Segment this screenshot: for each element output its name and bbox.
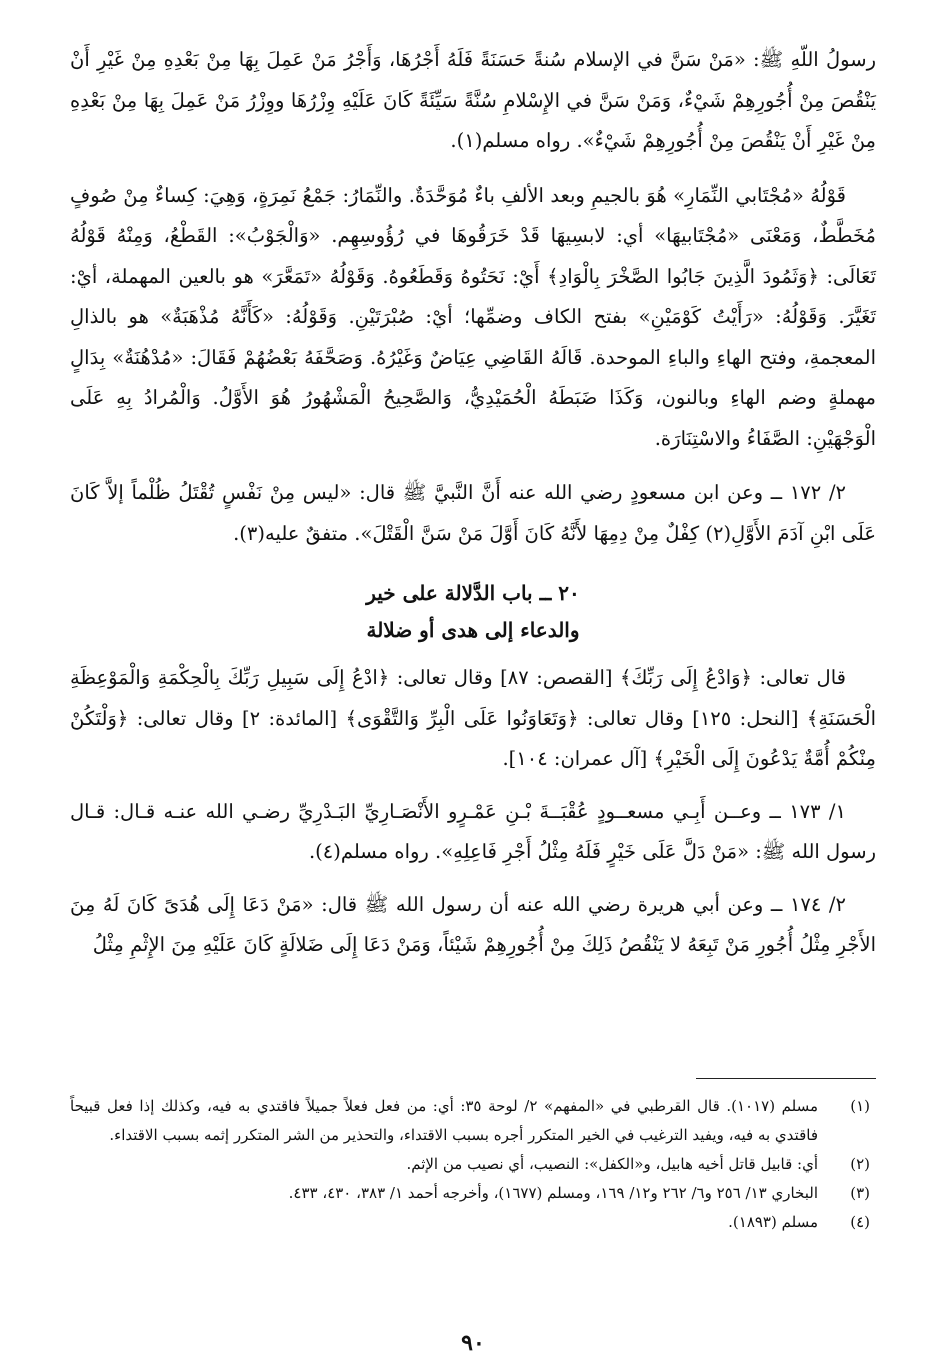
commentary-paragraph: قَوْلُهُ «مُجْتَابي النِّمَارِ» هُوَ بالجيمِ وبعد الألفِ باءٌ مُوَحَّدَةٌ. والنِّمَارُ: جَمْعُ نَمِرَةٍ، وَهِيَ: كِساءٌ مِنْ صُوفٍ مُخَطَّطٌ، وَمَعْنَى «مُجْتَابيهَا» أي: لابسِيهَا قَدْ خَرَقُوهَا في رُؤُوسِهِم. «وَالْجَوْبُ»: القَطْعُ، وَمِنْهُ قَوْلُهُ تَعَالَى: ﴿وَثَمُودَ الَّذِينَ جَابُوا الصَّخْرَ بِالْوَادِ﴾ أَيْ: نَحَتُوهُ وَقَطَعُوهُ. وَقَوْلُهُ «تَمَعَّرَ» هو بالعين المهملة، أيْ: تَغَيَّرَ. وَقَوْلُهُ: «رَأَيْتُ كَوْمَيْنِ» بفتح الكاف وضمِّها؛ أيْ: صُبْرَتَيْنِ. وَقَوْلُهُ: «كَأَنَّهُ مُذْهَبَةٌ» هو بالذالِ المعجمةِ، وفتح الهاءِ والباءِ الموحدة. قَالَهُ القَاضِي عِيَاضٌ وَغَيْرُهُ. وَصَحَّفَهُ بَعْضُهُمْ فَقَالَ: «مُدْهُنَةٌ» بِدَالٍ مهملةٍ وضم الهاءِ وبالنون، وَكَذَا ضَبَطَهُ الْحُمَيْدِيُّ، وَالصَّحِيحُ الْمَشْهُورُ هُوَ الأَوَّلُ. وَالْمُرادُ بِهِ عَلَى الْوَجْهَيْنِ: الصَّفَاءُ والاسْتِنَارَة. [70, 183, 876, 450]
footnote-item [70, 1092, 876, 1150]
chapter-title: ٢٠ ــ باب الدَّلالة على خير [366, 581, 580, 605]
footnote-number: (١) [850, 1097, 870, 1115]
chapter-subtitle: والدعاء إلى هدى أو ضلالة [366, 618, 580, 642]
footnote-text: مسلم (١٠١٧). قال القرطبي في «المفهم» ٢/ لوحة ٣٥: أي: من فعل فعلاً جميلاً فاقتدي به فيه، وكذلك إذا فعل قبيحاً فاقتدي به فيه، ويفيد الترغيب في الخير المتكرر أجره بسبب الاقتداء، والتحذير من الشر المتكرر إثمه بسبب الاقتداء. [70, 1097, 818, 1144]
footnote-item [70, 1179, 876, 1208]
footnote-text: البخاري ١٣/ ٢٥٦ و٦/ ٢٦٢ و١٢/ ١٦٩، ومسلم (١٦٧٧)، وأخرجه أحمد ١/ ٣٨٣، ٤٣٠، ٤٣٣. [288, 1184, 818, 1202]
hadith-174-paragraph: ٢/ ١٧٤ ــ وعن أبي هريرة رضي الله عنه أن رسول الله ﷺ قال: «مَنْ دَعَا إِلَى هُدَىً كَانَ لَهُ مِنَ الأَجْرِ مِثْلُ أُجُورِ مَنْ تَبِعَهُ لا يَنْقُصُ ذَلِكَ مِنْ أُجُورِهِمْ شَيْئاً، وَمَنْ دَعَا إِلَى ضَلالَةٍ كَانَ عَلَيْهِ مِنَ الإِثْمِ مِثْلُ [70, 892, 876, 956]
hadith-172-paragraph: ٢/ ١٧٢ ــ وعن ابن مسعودٍ رضي الله عنه أَنَّ النَّبيَّ ﷺ قال: «ليس مِنْ نَفْسٍ تُقْتَلُ ظُلْماً إلاَّ كَانَ عَلَى ابْنِ آدَمَ الأَوَّلِ(٢) كِفْلٌ مِنْ دِمِهَا لأَنَّهُ كَانَ أَوَّلَ مَنْ سَنَّ الْقَتْلَ». متفقٌ عليه(٣). [70, 481, 876, 545]
book-page [70, 40, 876, 1372]
footnote-text: أي: قابيل قاتل أخيه هابيل، و«الكفل»: النصيب، أي نصيب من الإثم. [406, 1155, 818, 1173]
footnote-number: (٢) [850, 1155, 870, 1173]
footnote-number: (٤) [850, 1213, 870, 1231]
footnotes [70, 1092, 876, 1237]
footnote-item [70, 1150, 876, 1179]
footnote-divider [696, 1078, 876, 1079]
footnote-item [70, 1208, 876, 1237]
hadith-continuation-paragraph: رسولُ اللّهِ ﷺ: «مَنْ سَنَّ في الإسلام سُنةً حَسَنَةً فَلَهُ أَجْرُهَا، وَأَجْرُ مَنْ عَمِلَ بِهَا مِنْ بَعْدِهِ مِنْ غَيْرِ أَنْ يَنْقُصَ مِنْ أُجُورِهِمْ شَيْءٌ، وَمَنْ سَنَّ في الإِسْلامِ سُنَّةً سَيِّئَةً كَانَ عَلَيْهِ وِزْرُهَا ووِزْرُ مَنْ عَمِلَ بِهَا مِنْ بَعْدِهِ مِنْ غَيْرِ أَنْ يَنْقُصَ مِنْ أُجُورِهِمْ شَيْءٌ». رواه مسلم(١). [70, 48, 876, 152]
page-number: ٩٠ [461, 1330, 485, 1356]
footnote-text: مسلم (١٨٩٣). [728, 1213, 818, 1231]
footnote-number: (٣) [850, 1184, 870, 1202]
quranic-verses-paragraph: قال تعالى: ﴿وَادْعُ إِلَى رَبِّكَ﴾ [القصص: ٨٧] وقال تعالى: ﴿ادْعُ إِلَى سَبِيلِ رَبِّكَ بِالْحِكْمَةِ وَالْمَوْعِظَةِ الْحَسَنَةِ﴾ [النحل: ١٢٥] وقال تعالى: ﴿وَتَعَاوَنُوا عَلَى الْبِرِّ وَالتَّقْوَى﴾ [المائدة: ٢] وقال تعالى: ﴿وَلْتَكُنْ مِنْكُمْ أُمَّةٌ يَدْعُونَ إِلَى الْخَيْرِ﴾ [آل عمران: ١٠٤]. [70, 666, 876, 770]
hadith-173-paragraph: ١/ ١٧٣ ــ وعــن أَبِـي مسعــودٍ عُقْبَــةَ بْـنِ عَمْـرٍو الأَنْصَـارِيِّ البَـدْرِيِّ رضـي الله عنـه قـال: قـال رسول الله ﷺ: «مَنْ دَلَّ عَلَى خَيْرٍ فَلَهُ مِثْلُ أَجْرِ فَاعِلِهِ». رواه مسلم(٤). [70, 799, 876, 863]
